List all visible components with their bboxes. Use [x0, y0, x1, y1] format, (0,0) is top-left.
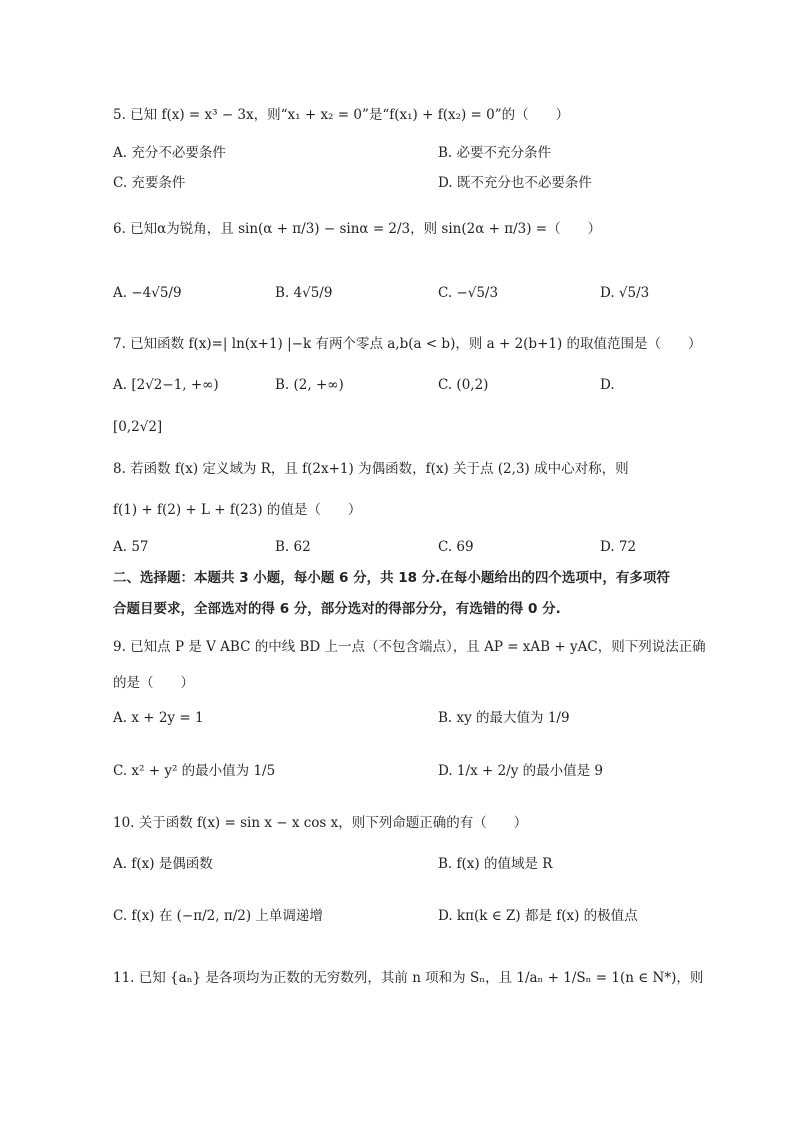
q9-stem: 9. 已知点 P 是 V ABC 的中线 BD 上一点（不包含端点），且 AP = xAB + yAC，则下列说法正确	[113, 639, 706, 655]
q10-option-c: C. f(x) 在 (−π/2, π/2) 上单调递增	[113, 908, 323, 924]
q10-option-a: A. f(x) 是偶函数	[113, 856, 213, 872]
q8-option-b: B. 62	[275, 539, 311, 555]
q9-option-a: A. x + 2y = 1	[113, 710, 204, 726]
q8-stem-line2: f(1) + f(2) + L + f(23) 的值是（ ）	[113, 502, 362, 518]
q5-option-a: A. 充分不必要条件	[113, 145, 226, 161]
q10-stem: 10. 关于函数 f(x) = sin x − x cos x，则下列命题正确的有（ ）	[113, 815, 528, 831]
q6-option-d: D. √5/3	[600, 285, 650, 301]
q7-option-d: D.	[600, 377, 615, 393]
q7-stem: 7. 已知函数 f(x)=| ln(x+1) |−k 有两个零点 a,b(a < b)，则 a + 2(b+1) 的取值范围是（ ）	[113, 336, 702, 352]
q10-option-d: D. kπ(k ∈ Z) 都是 f(x) 的极值点	[438, 908, 638, 924]
q7-option-b: B. (2, +∞)	[275, 377, 344, 393]
q5-stem: 5. 已知 f(x) = x³ − 3x，则“x₁ + x₂ = 0”是“f(x₁) + f(x₂) = 0”的（ ）	[113, 107, 570, 123]
q9-option-c: C. x² + y² 的最小值为 1/5	[113, 763, 276, 779]
section2-heading-line2: 合题目要求，全部选对的得 6 分，部分选对的得部分分，有选错的得 0 分.	[113, 601, 561, 617]
q6-option-b: B. 4√5/9	[275, 285, 333, 301]
q8-option-a: A. 57	[113, 539, 149, 555]
q6-option-c: C. −√5/3	[438, 285, 499, 301]
q6-stem: 6. 已知α为锐角，且 sin(α + π/3) − sinα = 2/3，则 sin(2α + π/3) =（ ）	[113, 221, 602, 237]
q5-option-d: D. 既不充分也不必要条件	[438, 175, 592, 191]
q8-option-c: C. 69	[438, 539, 474, 555]
q8-option-d: D. 72	[600, 539, 637, 555]
q9-stem-line2: 的是（ ）	[113, 675, 194, 691]
q7-option-a: A. [2√2−1, +∞)	[113, 377, 219, 393]
q6-option-a: A. −4√5/9	[113, 285, 182, 301]
q5-option-b: B. 必要不充分条件	[438, 145, 552, 161]
q11-stem: 11. 已知 {aₙ} 是各项均为正数的无穷数列，其前 n 项和为 Sₙ，且 1/aₙ + 1/Sₙ = 1(n ∈ N*)，则	[113, 970, 704, 986]
q5-option-c: C. 充要条件	[113, 175, 186, 191]
q10-option-b: B. f(x) 的值域是 R	[438, 856, 553, 872]
q7-option-d-value: [0,2√2]	[113, 419, 163, 435]
q8-stem: 8. 若函数 f(x) 定义域为 R，且 f(2x+1) 为偶函数，f(x) 关于点 (2,3) 成中心对称，则	[113, 461, 629, 477]
q9-option-d: D. 1/x + 2/y 的最小值是 9	[438, 763, 604, 779]
section2-heading: 二、选择题：本题共 3 小题，每小题 6 分，共 18 分.在每小题给出的四个选项中，有多项符	[113, 570, 670, 586]
q7-option-c: C. (0,2)	[438, 377, 489, 393]
q9-option-b: B. xy 的最大值为 1/9	[438, 710, 570, 726]
